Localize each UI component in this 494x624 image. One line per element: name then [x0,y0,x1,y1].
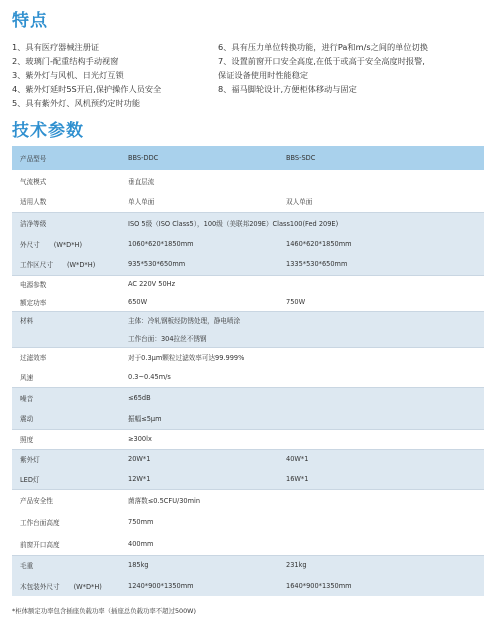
spec-label-cell [12,449,124,469]
spec-row [12,293,484,311]
spec-row [12,429,484,449]
features-list-right [218,40,428,96]
spec-value-a: 750mm [124,511,484,533]
spec-value-a: ≥300lx [124,429,484,449]
spec-label: 前窗开口高度 [20,540,60,549]
spec-label: 气流模式 [20,177,47,186]
spec-value-a: 垂直层流 [124,170,484,191]
spec-label-cell [12,367,124,387]
spec-row [12,408,484,429]
header-model-b: BBS-SDC [282,146,484,170]
feature-item: 7、设置前窗开口安全高度,在低于或高于安全高度时报警, [218,56,425,66]
spec-row [12,387,484,408]
spec-value-a: 工作台面：304拉丝不锈钢 [124,329,484,347]
spec-label-cell [12,347,124,367]
feature-item: 3、紫外灯与风机、日光灯互锁 [12,70,124,80]
feature-item: 8、福马脚轮设计,方便柜体移动与固定 [218,84,357,94]
spec-value-a: ≤65dB [124,387,484,408]
spec-value-a: 20W*1 [124,449,282,469]
spec-value-a: 185kg [124,555,282,575]
spec-label-cell [12,329,124,347]
spec-label-cell [12,254,124,275]
spec-label: 风速 [20,373,34,382]
spec-row [12,511,484,533]
spec-value-a: 935*530*650mm [124,254,282,275]
spec-label-cell [12,233,124,254]
spec-label: 噪音 [20,394,34,403]
spec-header-row [12,146,484,170]
spec-label: 外尺寸 [20,240,40,249]
spec-label-cell [12,489,124,511]
spec-value-a: 0.3~0.45m/s [124,367,484,387]
spec-label: 额定功率 [20,298,47,307]
spec-row [12,449,484,469]
feature-item: 2、玻璃门-配重结构手动视窗 [12,56,119,66]
header-model-a: BBS-DDC [124,146,282,170]
spec-row [12,233,484,254]
spec-row [12,191,484,212]
spec-value-b: 16W*1 [282,469,484,489]
spec-row [12,347,484,367]
spec-value-a: 650W [124,293,282,311]
spec-label-cell [12,387,124,408]
spec-label: 工作台面高度 [20,519,60,527]
spec-label-cell [12,275,124,293]
spec-unit: (W*D*H) [73,582,102,591]
spec-row [12,311,484,329]
feature-item: 6、具有压力单位转换功能，进行Pa和m/s之间的单位切换 [218,42,428,52]
spec-label-cell [12,191,124,212]
spec-label-cell [12,429,124,449]
spec-label: 紫外灯 [20,456,40,465]
spec-label: 电源参数 [20,281,47,290]
spec-label: 毛重 [20,562,34,571]
spec-value-b: 750W [282,293,484,311]
spec-label-cell [12,311,124,329]
spec-value-a: 1240*900*1350mm [124,575,282,596]
feature-item: 4、紫外灯延时5S开启,保护操作人员安全 [12,84,162,94]
spec-value-b: 40W*1 [282,449,484,469]
header-label: 产品型号 [12,146,124,170]
spec-value-a: 400mm [124,533,484,555]
spec-value-b: 1335*530*650mm [282,254,484,275]
spec-row [12,367,484,387]
spec-value-a: 单人单面 [124,191,282,212]
spec-row [12,533,484,555]
features-heading: 特点 [12,11,48,31]
spec-unit: (W*D*H) [66,261,96,270]
footnote: *柜体额定功率包含插座负载功率（插座总负载功率不超过500W) [12,607,196,615]
specs-heading: 技术参数 [12,121,84,141]
spec-label-cell [12,469,124,489]
spec-value-b: 双人单面 [282,191,484,212]
spec-row [12,489,484,511]
spec-value-a: 12W*1 [124,469,282,489]
feature-item: 5、具有紫外灯、风机预约定时功能 [12,98,141,108]
spec-row [12,575,484,596]
spec-row [12,555,484,575]
spec-value-a: 对于0.3μm颗粒过滤效率可达99.999% [124,347,484,367]
spec-value-a: AC 220V 50Hz [124,275,484,293]
spec-label-cell [12,408,124,429]
spec-value-a: 振幅≤5μm [124,408,484,429]
feature-item: 1、具有医疗器械注册证 [12,42,100,52]
spec-row [12,275,484,293]
spec-label: 震动 [20,415,34,424]
spec-value-b: 231kg [282,555,484,575]
spec-label-cell [12,511,124,533]
spec-label-cell [12,575,124,596]
spec-label: LED灯 [20,475,40,484]
spec-value-a: 1060*620*1850mm [124,233,282,254]
spec-label: 过滤效率 [20,354,47,363]
spec-label: 材料 [20,317,34,326]
spec-row [12,254,484,275]
spec-row [12,329,484,347]
spec-value-a: ISO 5级（ISO Class5），100级（美联邦209E）Class100(Fed 209E) [124,212,484,233]
spec-unit: (W*D*H) [53,240,83,249]
spec-row [12,212,484,233]
spec-label-cell [12,555,124,575]
spec-value-b: 1460*620*1850mm [282,233,484,254]
spec-table [12,146,484,596]
spec-label: 木包装外尺寸 [20,582,60,591]
spec-label-cell [12,212,124,233]
spec-label: 洁净等级 [20,219,47,228]
spec-label: 照度 [20,436,34,444]
feature-item: 保证设备使用时性能稳定 [218,70,309,80]
spec-value-a: 主体：冷轧钢板经防锈处理，静电喷涂 [124,311,484,329]
spec-row [12,469,484,489]
spec-value-b: 1640*900*1350mm [282,575,484,596]
spec-label-cell [12,293,124,311]
spec-label-cell [12,170,124,191]
spec-value-a: 菌落数≤0.5CFU/30min [124,489,484,511]
spec-row [12,170,484,191]
spec-label: 适用人数 [20,198,47,207]
spec-label: 产品安全性 [20,497,53,506]
spec-label-cell [12,533,124,555]
spec-label: 工作区尺寸 [20,261,53,270]
features-list-left [12,40,161,110]
